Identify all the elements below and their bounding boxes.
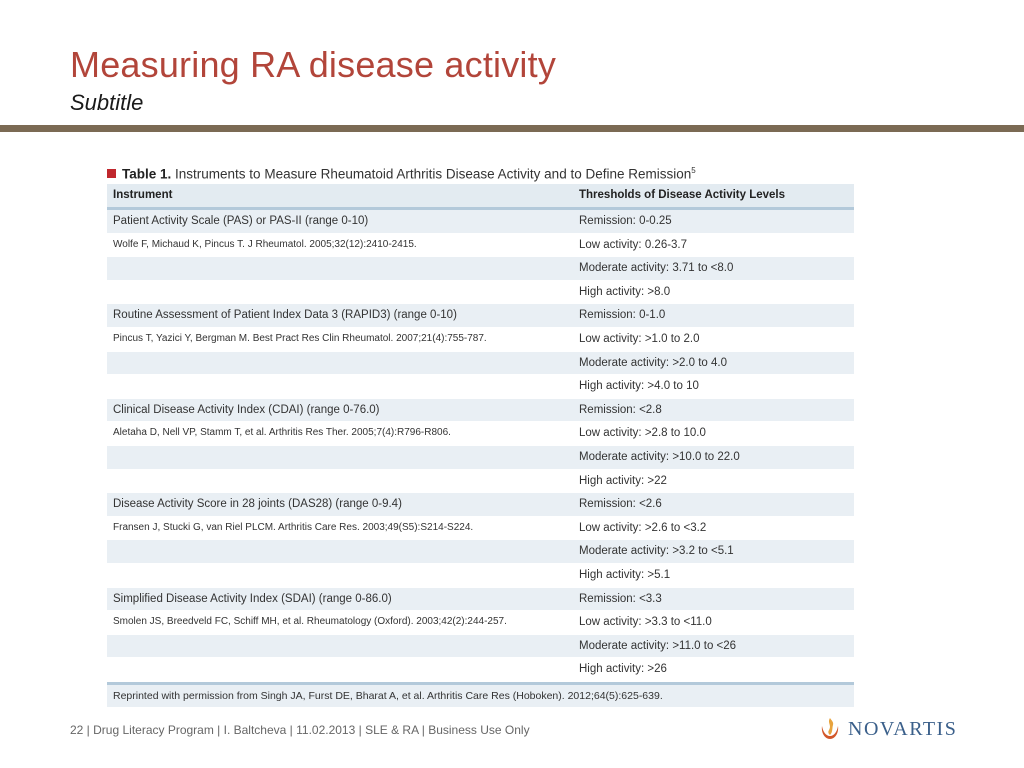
threshold-cell: Moderate activity: >2.0 to 4.0 <box>579 356 727 369</box>
instrument-cell <box>107 635 573 658</box>
caption-text: Instruments to Measure Rheumatoid Arthritis Disease Activity and to Define Remission <box>171 166 692 182</box>
instrument-cell <box>107 658 573 681</box>
citation-cell: Pincus T, Yazici Y, Bergman M. Best Pract Res Clin Rheumatol. 2007;21(4):755-787. <box>113 332 487 344</box>
table-footnote: Reprinted with permission from Singh JA, Furst DE, Bharat A, et al. Arthritis Care Res (Hoboken). 2012;64(5):625-639. <box>107 682 854 707</box>
table-caption <box>107 160 854 184</box>
instrument-cell: Disease Activity Score in 28 joints (DAS28) (range 0-9.4) <box>113 498 402 511</box>
caption-ref: 5 <box>691 166 696 175</box>
threshold-cell: Moderate activity: >10.0 to 22.0 <box>579 450 740 463</box>
citation-cell: Fransen J, Stucki G, van Riel PLCM. Arthritis Care Res. 2003;49(S5):S214-S224. <box>113 521 474 533</box>
instrument-cell <box>107 257 573 280</box>
threshold-cell: Low activity: 0.26-3.7 <box>579 238 688 251</box>
threshold-cell: Remission: <2.6 <box>579 498 662 511</box>
threshold-cell: High activity: >26 <box>579 663 667 676</box>
table-row <box>107 446 854 470</box>
table-row <box>107 375 854 399</box>
table-row <box>107 328 854 352</box>
instrument-cell: Simplified Disease Activity Index (SDAI) (range 0-86.0) <box>113 592 392 605</box>
table-row <box>107 399 854 423</box>
threshold-cell: Moderate activity: 3.71 to <8.0 <box>579 262 734 275</box>
header-thresholds: Thresholds of Disease Activity Levels <box>579 189 786 201</box>
title-divider <box>0 125 1024 132</box>
table-row <box>107 210 854 234</box>
threshold-cell: High activity: >8.0 <box>579 285 671 298</box>
instrument-cell: Clinical Disease Activity Index (CDAI) (range 0-76.0) <box>113 403 380 416</box>
novartis-flame-icon <box>818 716 842 742</box>
threshold-cell: High activity: >22 <box>579 474 667 487</box>
threshold-cell: Moderate activity: >11.0 to <26 <box>579 639 737 652</box>
threshold-cell: Low activity: >1.0 to 2.0 <box>579 332 700 345</box>
table-row <box>107 352 854 376</box>
instrument-cell: Patient Activity Scale (PAS) or PAS-II (range 0-10) <box>113 215 369 227</box>
instrument-cell <box>107 446 573 469</box>
logo-text: NOVARTIS <box>848 717 958 740</box>
table-row <box>107 304 854 328</box>
threshold-cell: Remission: <2.8 <box>579 403 662 416</box>
citation-cell: Wolfe F, Michaud K, Pincus T. J Rheumatol. 2005;32(12):2410-2415. <box>113 238 417 250</box>
threshold-cell: Low activity: >2.8 to 10.0 <box>579 427 706 440</box>
slide-subtitle: Subtitle <box>70 90 144 115</box>
threshold-cell: Moderate activity: >3.2 to <5.1 <box>579 545 734 558</box>
instrument-cell <box>107 352 573 375</box>
instrument-cell <box>107 540 573 563</box>
header-instrument: Instrument <box>113 189 173 201</box>
activity-table <box>107 160 854 707</box>
threshold-cell: Remission: <3.3 <box>579 592 662 605</box>
instrument-cell <box>107 470 573 493</box>
red-square-icon <box>107 169 116 178</box>
table-row <box>107 564 854 588</box>
table-header <box>107 184 854 210</box>
table-row <box>107 588 854 612</box>
table-row <box>107 517 854 541</box>
table-row <box>107 493 854 517</box>
caption-label: Table 1. <box>122 166 172 182</box>
table-row <box>107 234 854 258</box>
table-row <box>107 611 854 635</box>
threshold-cell: High activity: >4.0 to 10 <box>579 380 699 393</box>
novartis-logo <box>818 716 957 742</box>
slide-title: Measuring RA disease activity <box>70 44 557 85</box>
instrument-cell: Routine Assessment of Patient Index Data 3 (RAPID3) (range 0-10) <box>113 309 457 322</box>
table-row <box>107 422 854 446</box>
instrument-cell <box>107 281 573 304</box>
table-body <box>107 210 854 682</box>
instrument-cell <box>107 564 573 587</box>
slide-footer: 22 | Drug Literacy Program | I. Baltcheva | 11.02.2013 | SLE & RA | Business Use Only <box>70 723 530 737</box>
instrument-cell <box>107 375 573 398</box>
threshold-cell: High activity: >5.1 <box>579 568 671 581</box>
table-row <box>107 540 854 564</box>
table-row <box>107 470 854 494</box>
citation-cell: Aletaha D, Nell VP, Stamm T, et al. Arthritis Res Ther. 2005;7(4):R796-R806. <box>113 427 451 439</box>
table-row <box>107 281 854 305</box>
table-row <box>107 257 854 281</box>
table-row <box>107 658 854 682</box>
citation-cell: Smolen JS, Breedveld FC, Schiff MH, et al. Rheumatology (Oxford). 2003;42(2):244-257. <box>113 616 507 628</box>
threshold-cell: Remission: 0-0.25 <box>579 215 672 227</box>
threshold-cell: Low activity: >2.6 to <3.2 <box>579 521 707 534</box>
threshold-cell: Low activity: >3.3 to <11.0 <box>579 616 712 629</box>
table-row <box>107 635 854 659</box>
threshold-cell: Remission: 0-1.0 <box>579 309 666 322</box>
